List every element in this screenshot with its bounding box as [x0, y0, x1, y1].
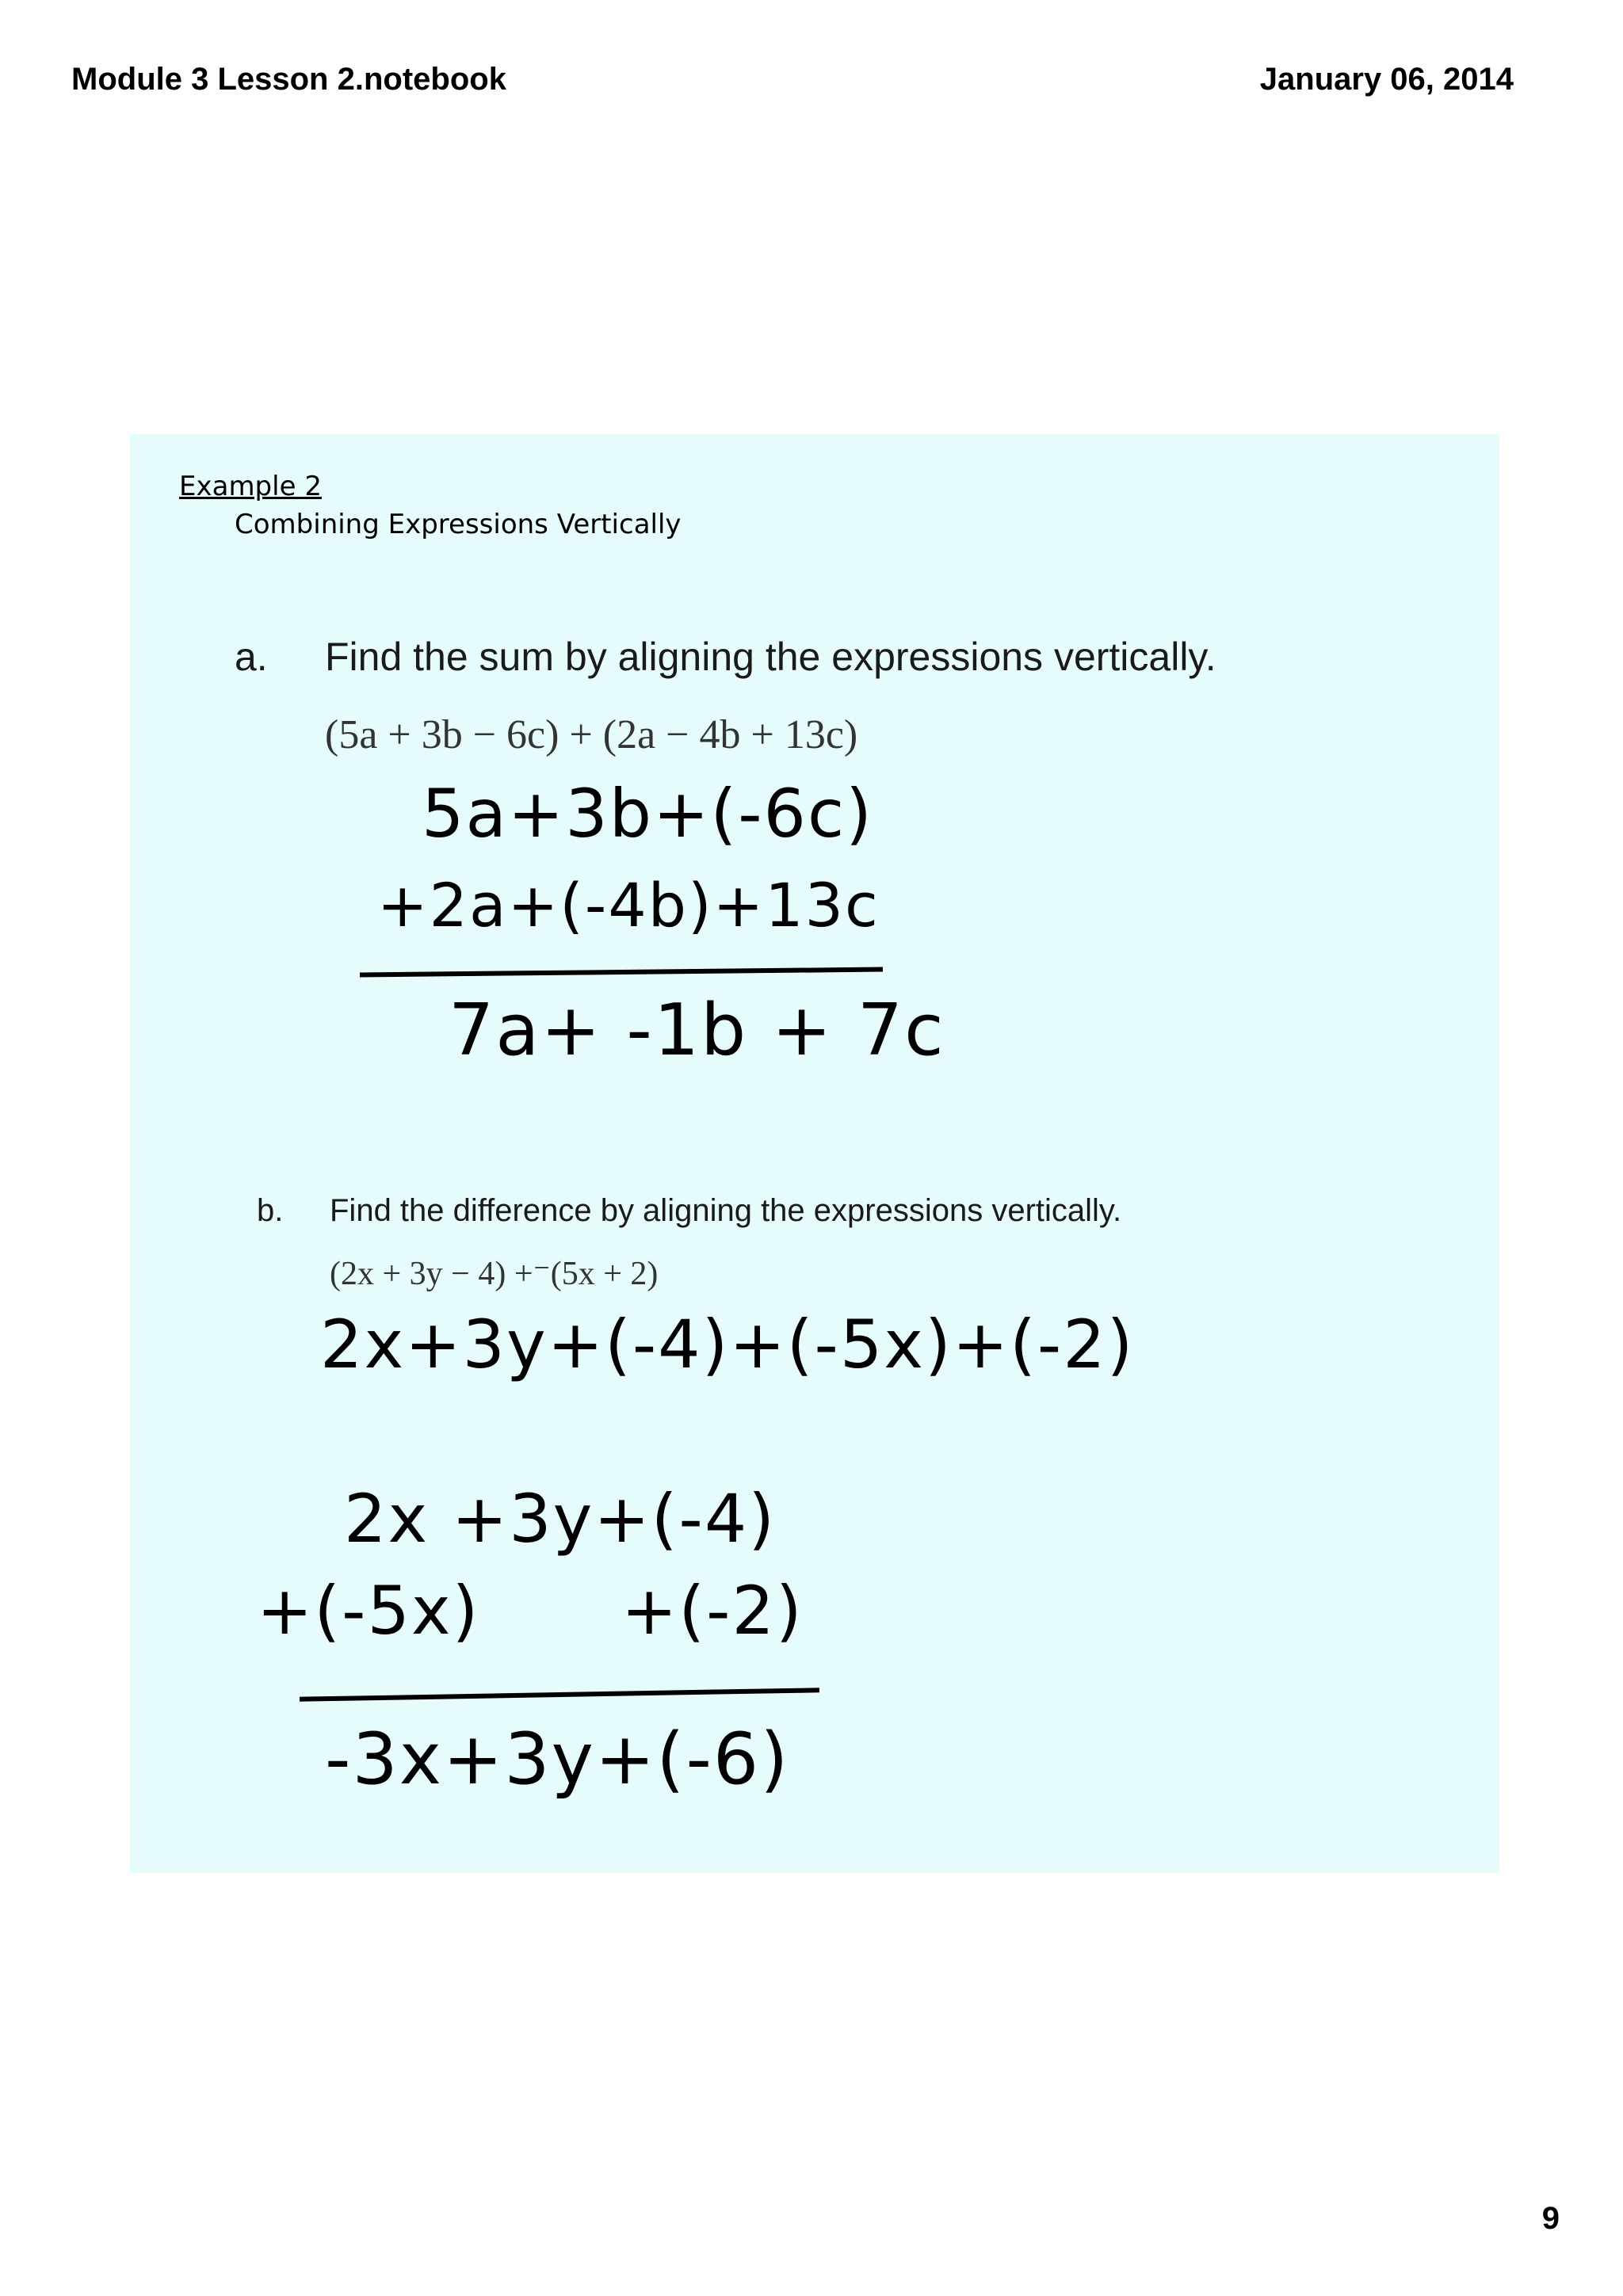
- handwriting-a-line1: 5a+3b+(-6c): [422, 775, 873, 852]
- handwriting-b-rewrite: 2x+3y+(-4)+(-5x)+(-2): [320, 1306, 1135, 1383]
- part-b-expression: (2x + 3y − 4) +⁻(5x + 2): [330, 1256, 659, 1292]
- part-b-label: b.: [257, 1193, 284, 1228]
- example-subtitle: Combining Expressions Vertically: [235, 509, 682, 540]
- handwriting-b-line2-left: +(-5x): [257, 1572, 480, 1650]
- part-b-instruction: Find the difference by aligning the expressions vertically.: [330, 1193, 1122, 1228]
- handwriting-a-result: 7a+ -1b + 7c: [449, 989, 945, 1072]
- handwriting-b-line2-right: +(-2): [621, 1572, 804, 1650]
- handwriting-b-sum-line: [300, 1688, 819, 1701]
- handwriting-b-line1: 2x +3y+(-4): [344, 1480, 777, 1558]
- notebook-slide: [130, 434, 1499, 1873]
- part-a-instruction: Find the sum by aligning the expressions vertically.: [325, 635, 1216, 679]
- part-a-label: a.: [235, 635, 268, 679]
- page-number: 9: [1541, 2201, 1560, 2236]
- handwriting-a-line2: +2a+(-4b)+13c: [377, 870, 880, 940]
- handwriting-b-result: -3x+3y+(-6): [325, 1718, 790, 1801]
- example-title: Example 2: [179, 471, 322, 502]
- notebook-title: Module 3 Lesson 2.notebook: [71, 62, 506, 97]
- handwriting-a-sum-line: [360, 967, 883, 978]
- page-date: January 06, 2014: [1259, 62, 1514, 97]
- part-a-expression: (5a + 3b − 6c) + (2a − 4b + 13c): [325, 712, 858, 757]
